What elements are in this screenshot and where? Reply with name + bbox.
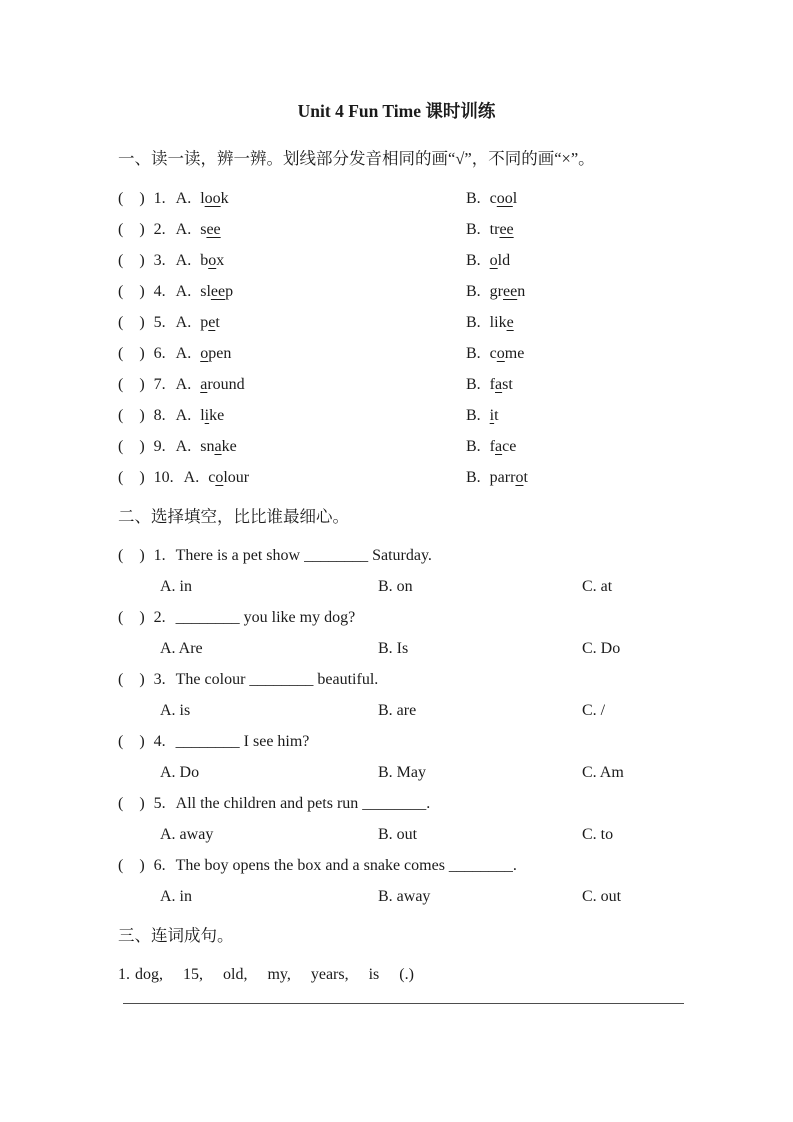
word-underline: ee (503, 283, 518, 300)
phonics-row-6 (118, 338, 713, 369)
question-stem-2 (118, 602, 713, 633)
word-a (200, 407, 224, 424)
phonics-row-1 (118, 183, 713, 214)
option-a-label: A. (175, 438, 192, 455)
word-prefix: l (200, 190, 205, 207)
option-b-label: B. (466, 376, 481, 393)
option-b-label: B. (466, 314, 481, 331)
question-text: There is a pet show ________ Saturday. (175, 547, 432, 564)
word-underline: a (214, 438, 222, 455)
option-a: A. in (160, 888, 192, 905)
word-a (200, 376, 244, 393)
question-text: The colour ________ beautiful. (175, 671, 379, 688)
answer-paren[interactable]: ( ) (118, 376, 145, 393)
phonics-row-col-a (118, 369, 466, 400)
word-suffix: ld (497, 252, 511, 269)
word-underline: o (496, 345, 505, 362)
phonics-row-9 (118, 431, 713, 462)
word-underline: ee (210, 283, 226, 300)
item-number: 7. (153, 376, 166, 393)
phonics-row-col-b (466, 431, 713, 462)
word-b (490, 407, 499, 424)
answer-paren[interactable]: ( ) (118, 733, 145, 750)
question-number: 6. (153, 857, 166, 874)
word-a (200, 438, 236, 455)
question-stem-1 (118, 540, 713, 571)
word-b (490, 314, 514, 331)
question-text: The boy opens the box and a snake comes ________. (175, 857, 517, 874)
word-underline: e (208, 314, 216, 331)
option-b: B. away (378, 888, 431, 905)
word-suffix: p (225, 283, 234, 300)
item-number: 5. (153, 314, 166, 331)
question-number: 5. (153, 795, 166, 812)
word-underline: a (495, 376, 503, 393)
option-c: C. Do (582, 640, 621, 657)
phonics-row-col-b (466, 369, 713, 400)
option-a-label: A. (175, 407, 192, 424)
option-a-label: A. (175, 376, 192, 393)
word-underline: ee (206, 221, 221, 238)
word-prefix: c (489, 190, 497, 207)
phonics-row-col-b (466, 183, 713, 214)
option-c: C. out (582, 888, 622, 905)
item-number: 10. (153, 469, 174, 486)
answer-paren[interactable]: ( ) (118, 469, 145, 486)
word-underline: o (200, 345, 209, 362)
question-options-2 (118, 633, 713, 664)
word-a (200, 252, 224, 269)
option-b-label: B. (466, 252, 481, 269)
word-underline: i (204, 407, 210, 424)
item-number: 2. (153, 221, 166, 238)
answer-paren[interactable]: ( ) (118, 221, 145, 238)
page-title: Unit 4 Fun Time 课时训练 (297, 101, 496, 121)
word-suffix: x (216, 252, 225, 269)
item-number: 9. (153, 438, 166, 455)
option-b: B. are (378, 702, 417, 719)
word-prefix: c (489, 345, 497, 362)
question-options-1 (118, 571, 713, 602)
question-number: 4. (153, 733, 166, 750)
phonics-row-col-a (118, 338, 466, 369)
word-underline: o (208, 252, 217, 269)
answer-paren[interactable]: ( ) (118, 438, 145, 455)
answer-paren[interactable]: ( ) (118, 252, 145, 269)
word-suffix: ke (221, 438, 237, 455)
phonics-row-col-a (118, 400, 466, 431)
word-b (490, 438, 517, 455)
option-a-label: A. (175, 345, 192, 362)
word-prefix: lik (489, 314, 507, 331)
word-b (490, 190, 518, 207)
word-b (490, 221, 514, 238)
section2-list (118, 540, 713, 912)
phonics-row-col-a (118, 245, 466, 276)
answer-paren[interactable]: ( ) (118, 671, 145, 688)
question-options-4 (118, 757, 713, 788)
phonics-row-col-b (466, 338, 713, 369)
word-a (200, 314, 220, 331)
word-underline: ee (499, 221, 514, 238)
word-prefix: gr (489, 283, 503, 300)
question-stem-4 (118, 726, 713, 757)
question-text: All the children and pets run ________. (175, 795, 431, 812)
option-b: B. on (378, 578, 413, 595)
answer-paren[interactable]: ( ) (118, 609, 145, 626)
option-a-label: A. (175, 252, 192, 269)
option-c: C. Am (582, 764, 624, 781)
option-a: A. Are (160, 640, 203, 657)
option-a-label: A. (175, 314, 192, 331)
word-prefix: f (489, 438, 495, 455)
word-suffix: st (502, 376, 513, 393)
word-prefix: tr (489, 221, 500, 238)
phonics-row-8 (118, 400, 713, 431)
question-stem-5 (118, 788, 713, 819)
word-underline: o (515, 469, 524, 486)
phonics-row-5 (118, 307, 713, 338)
item-number: 6. (153, 345, 166, 362)
option-b-label: B. (466, 283, 481, 300)
word-suffix: me (504, 345, 525, 362)
word-underline: oo (204, 190, 221, 207)
answer-line[interactable] (123, 1003, 684, 1004)
word-prefix: b (200, 252, 209, 269)
section3-heading: 三、连词成句。 (118, 926, 234, 945)
unscramble-item-1 (118, 959, 713, 990)
option-a: A. is (160, 702, 191, 719)
phonics-row-col-a (118, 276, 466, 307)
word-a (200, 283, 233, 300)
word-suffix: l (512, 190, 518, 207)
option-a-label: A. (175, 190, 192, 207)
phonics-row-2 (118, 214, 713, 245)
phonics-row-4 (118, 276, 713, 307)
item-number: 3. (153, 252, 166, 269)
question-text: ________ I see him? (175, 733, 310, 750)
word-prefix: sl (200, 283, 211, 300)
phonics-row-col-b (466, 462, 713, 493)
option-b-label: B. (466, 345, 481, 362)
phonics-row-7 (118, 369, 713, 400)
option-b-label: B. (466, 407, 481, 424)
option-a-label: A. (175, 221, 192, 238)
word-prefix: sn (200, 438, 215, 455)
section2-heading: 二、选择填空，比比谁最细心。 (118, 507, 349, 526)
item-number: 1. (118, 966, 130, 983)
word-suffix: k (220, 190, 229, 207)
word-b (490, 469, 528, 486)
answer-paren[interactable]: ( ) (118, 283, 145, 300)
option-b: B. Is (378, 640, 409, 657)
word-underline: a (200, 376, 208, 393)
answer-paren[interactable]: ( ) (118, 190, 145, 207)
word-underline: a (495, 438, 503, 455)
option-c: C. to (582, 826, 614, 843)
question-stem-6 (118, 850, 713, 881)
word-underline: oo (496, 190, 513, 207)
word-suffix: n (517, 283, 526, 300)
word-b (490, 283, 526, 300)
unscramble-words: dog, 15, old, my, years, is (.) (135, 966, 414, 983)
option-b-label: B. (466, 190, 481, 207)
item-number: 8. (153, 407, 166, 424)
question-options-6 (118, 881, 713, 912)
section1-heading: 一、读一读，辨一辨。划线部分发音相同的画“√”，不同的画“×”。 (118, 149, 595, 168)
word-suffix: t (523, 469, 528, 486)
phonics-row-10 (118, 462, 713, 493)
phonics-row-col-a (118, 183, 466, 214)
word-suffix: pen (208, 345, 232, 362)
word-prefix: c (208, 469, 216, 486)
answer-paren[interactable]: ( ) (118, 345, 145, 362)
phonics-row-col-a (118, 462, 466, 493)
word-b (490, 252, 510, 269)
phonics-row-col-a (118, 431, 466, 462)
item-number: 4. (153, 283, 166, 300)
word-suffix: t (494, 407, 499, 424)
phonics-row-col-b (466, 400, 713, 431)
question-options-3 (118, 695, 713, 726)
question-number: 1. (153, 547, 166, 564)
word-a (200, 190, 228, 207)
word-underline: i (489, 407, 495, 424)
option-c: C. at (582, 578, 613, 595)
option-c: C. / (582, 702, 606, 719)
option-b: B. May (378, 764, 426, 781)
phonics-row-col-b (466, 245, 713, 276)
word-suffix: ce (502, 438, 517, 455)
option-a: A. Do (160, 764, 200, 781)
phonics-row-col-b (466, 214, 713, 245)
answer-paren[interactable]: ( ) (118, 857, 145, 874)
word-suffix: round (207, 376, 245, 393)
word-b (490, 376, 513, 393)
option-b-label: B. (466, 469, 481, 486)
question-options-5 (118, 819, 713, 850)
option-b-label: B. (466, 221, 481, 238)
word-a (200, 345, 231, 362)
answer-paren[interactable]: ( ) (118, 314, 145, 331)
answer-paren[interactable]: ( ) (118, 547, 145, 564)
word-suffix: ke (209, 407, 225, 424)
worksheet-content (118, 143, 713, 1004)
word-b (490, 345, 525, 362)
section1-list (118, 183, 713, 493)
question-stem-3 (118, 664, 713, 695)
option-a-label: A. (175, 283, 192, 300)
word-prefix: p (200, 314, 209, 331)
word-suffix: lour (223, 469, 250, 486)
word-underline: o (215, 469, 224, 486)
word-underline: o (489, 252, 498, 269)
question-text: ________ you like my dog? (175, 609, 356, 626)
option-a: A. away (160, 826, 214, 843)
answer-paren[interactable]: ( ) (118, 795, 145, 812)
phonics-row-3 (118, 245, 713, 276)
phonics-row-col-a (118, 307, 466, 338)
item-number: 1. (153, 190, 166, 207)
word-prefix: parr (489, 469, 516, 486)
question-number: 2. (153, 609, 166, 626)
word-a (208, 469, 249, 486)
option-a: A. in (160, 578, 192, 595)
phonics-row-col-b (466, 307, 713, 338)
option-b-label: B. (466, 438, 481, 455)
word-a (200, 221, 220, 238)
answer-paren[interactable]: ( ) (118, 407, 145, 424)
question-number: 3. (153, 671, 166, 688)
word-prefix: l (200, 407, 205, 424)
option-a-label: A. (183, 469, 200, 486)
word-prefix: f (489, 376, 495, 393)
phonics-row-col-a (118, 214, 466, 245)
phonics-row-col-b (466, 276, 713, 307)
word-suffix: t (215, 314, 220, 331)
word-underline: e (506, 314, 514, 331)
word-prefix: s (200, 221, 207, 238)
option-b: B. out (378, 826, 418, 843)
